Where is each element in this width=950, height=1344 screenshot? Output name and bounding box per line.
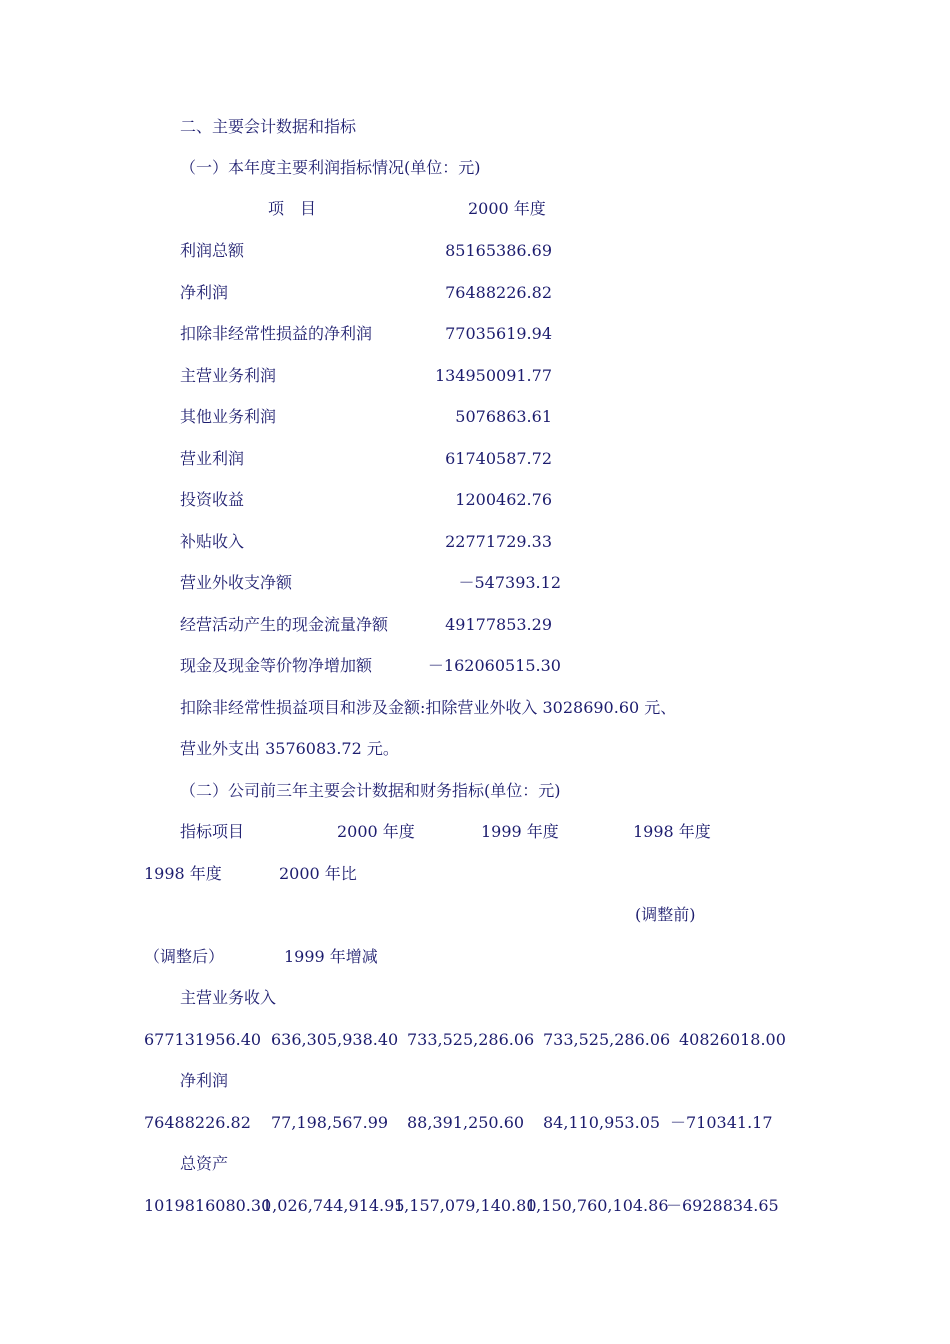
row-label: 经营活动产生的现金流量净额	[180, 615, 389, 634]
indicator-value: 88,391,250.60	[407, 1113, 525, 1132]
col-year-header: 2000 年度	[468, 199, 546, 218]
section-title: 二、主要会计数据和指标	[180, 117, 357, 136]
row-value: 134950091.77	[434, 366, 552, 385]
indicator-value: 1019816080.30	[144, 1196, 272, 1215]
row-value: 61740587.72	[445, 449, 552, 468]
indicator-label: 主营业务收入	[180, 988, 277, 1007]
row-value: 85165386.69	[445, 241, 552, 260]
row-label: 净利润	[180, 283, 229, 302]
header-2000: 2000 年度	[337, 822, 415, 841]
header-1999: 1999 年度	[481, 822, 559, 841]
indicator-value: 40826018.00	[679, 1030, 786, 1049]
row-label: 营业利润	[180, 449, 245, 468]
indicator-label: 净利润	[180, 1071, 229, 1090]
indicator-value: 636,305,938.40	[271, 1030, 399, 1049]
row-label: 补贴收入	[180, 532, 245, 551]
header-1998-after: 1998 年度	[144, 864, 222, 883]
row-value: 22771729.33	[445, 532, 552, 551]
row-label: 营业外收支净额	[180, 573, 293, 592]
note-line: 营业外支出 3576083.72 元。	[180, 739, 399, 758]
row-label: 利润总额	[180, 241, 245, 260]
indicator-value: 1,026,744,914.95	[262, 1196, 405, 1215]
header-before-note: (调整前)	[635, 905, 696, 924]
row-label: 扣除非经常性损益的净利润	[180, 324, 373, 343]
note-line: 扣除非经常性损益项目和涉及金额:扣除营业外收入 3028690.60 元、	[180, 698, 677, 717]
part2-title: （二）公司前三年主要会计数据和财务指标(单位：元)	[180, 781, 561, 800]
header-1998-before: 1998 年度	[633, 822, 711, 841]
row-label: 投资收益	[180, 490, 245, 509]
indicator-value: 677131956.40	[144, 1030, 262, 1049]
row-label: 其他业务利润	[180, 407, 277, 426]
indicator-value: 733,525,286.06	[407, 1030, 535, 1049]
indicator-value: 733,525,286.06	[543, 1030, 671, 1049]
header-item: 指标项目	[180, 822, 245, 841]
col-item-header: 项 目	[268, 199, 317, 218]
indicator-label: 总资产	[180, 1154, 229, 1173]
indicator-value: 84,110,953.05	[543, 1113, 661, 1132]
row-value: －547393.12	[458, 573, 561, 592]
header-change: 1999 年增减	[284, 947, 378, 966]
indicator-value: 77,198,567.99	[271, 1113, 389, 1132]
indicator-value: 1,150,760,104.86	[526, 1196, 669, 1215]
row-label: 主营业务利润	[180, 366, 277, 385]
indicator-value: 76488226.82	[144, 1113, 251, 1132]
header-after-note: （调整后）	[144, 947, 225, 966]
indicator-value: 1,157,079,140.80	[394, 1196, 537, 1215]
row-label: 现金及现金等价物净增加额	[180, 656, 373, 675]
part1-title: （一）本年度主要利润指标情况(单位：元)	[180, 158, 481, 177]
indicator-value: －6928834.65	[666, 1196, 779, 1215]
indicator-value: －710341.17	[670, 1113, 773, 1132]
row-value: 77035619.94	[445, 324, 552, 343]
row-value: －162060515.30	[427, 656, 561, 675]
row-value: 76488226.82	[445, 283, 552, 302]
row-value: 5076863.61	[455, 407, 552, 426]
header-compare: 2000 年比	[279, 864, 357, 883]
row-value: 1200462.76	[455, 490, 552, 509]
row-value: 49177853.29	[445, 615, 552, 634]
